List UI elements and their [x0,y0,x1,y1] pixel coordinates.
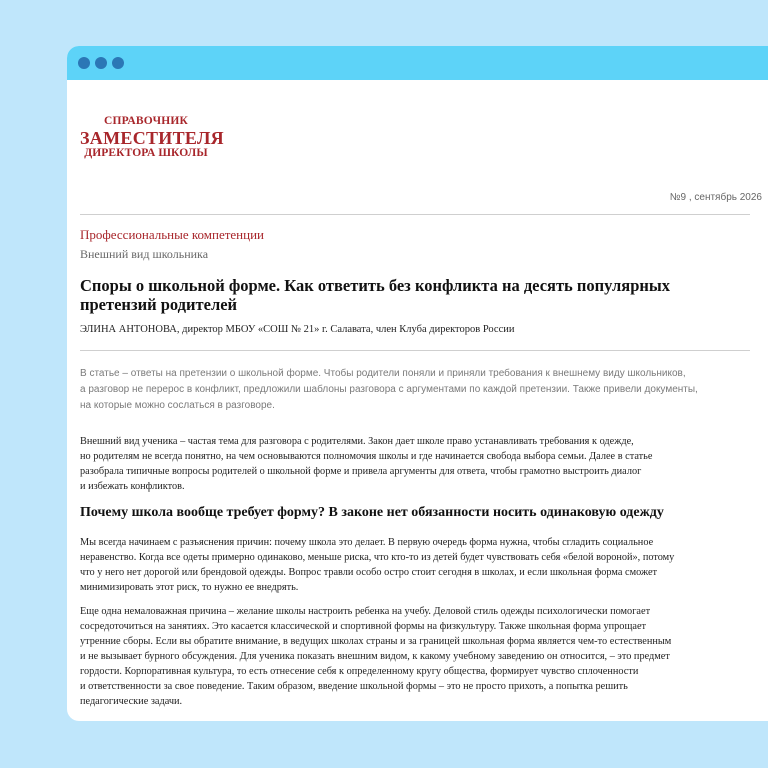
divider [80,350,750,351]
paragraph-line: и не вызывает бурного обсуждения. Для ученика показать внешним видом, к какому учебному заведению он относится, – это предмет [80,651,670,662]
paragraph-line: минимизировать этот риск, то нужно ее внедрять. [80,582,299,593]
article-page [80,80,762,721]
paragraph-line: что у него нет дорогой или брендовой одежды. Вопрос травли особо остро стоит сегодня в школах, и если школьная форма сможет [80,567,658,578]
section-heading: Почему школа вообще требует форму? В законе нет обязанности носить одинаковую одежду [80,505,664,520]
lead-line: а разговор не перерос в конфликт, предложили шаблоны разговора с аргументами по каждой претензии. Также привели документы, [80,384,698,395]
divider [80,214,750,215]
window-dot-icon[interactable] [78,57,90,69]
paragraph-line: и ответственности за свое поведение. Таким образом, введение школьной формы – это не просто прихоть, а попытка решить [80,681,628,692]
body-paragraph [80,535,760,595]
paragraph-line: сосредоточиться на занятиях. Это касается классической и спортивной формы на физкультуру. Также школьная форма упрощает [80,621,647,632]
paragraph-line: неравенство. Когда все одеты примерно одинаково, меньше риска, что кто-то из детей будет чувствовать себя «белой вороной», потому [80,552,675,563]
browser-window [67,46,768,721]
article-author: ЭЛИНА АНТОНОВА, директор МБОУ «СОШ № 21» г. Салавата, член Клуба директоров России [80,324,515,335]
section-label[interactable]: Профессиональные компетенции [80,227,265,242]
issue-info: №9 , сентябрь 2026 [669,192,762,203]
title-line: претензий родителей [80,295,238,314]
title-line: Споры о школьной форме. Как ответить без конфликта на десять популярных [80,276,671,295]
logo-line: ЗАМЕСТИТЕЛЯ [80,127,224,148]
logo-line: СПРАВОЧНИК [103,115,189,127]
magazine-logo [80,115,224,159]
paragraph-line: но родителям не всегда понятно, на чем основываются полномочия школы и где начинается свобода выбора семьи. Далее в статье [80,451,653,462]
subsection-label: Внешний вид школьника [80,247,209,261]
article-lead [80,366,755,414]
paragraph-line: Внешний вид ученика – частая тема для разговора с родителями. Закон дает школе право устанавливать требования к одежде, [80,436,634,447]
article-title [80,276,760,314]
lead-line: на которые можно сослаться в разговоре. [80,400,275,411]
paragraph-line: педагогические задачи. [80,696,183,707]
logo-line: ДИРЕКТОРА ШКОЛЫ [84,146,208,159]
paragraph-line: утренние сборы. Если вы обратите внимание, в ведущих школах страны и за границей школьная форма является чем-то естественным [80,636,672,647]
window-dot-icon[interactable] [112,57,124,69]
paragraph-line: Еще одна немаловажная причина – желание школы настроить ребенка на учебу. Деловой стиль одежды психологически помогает [80,606,651,617]
lead-line: В статье – ответы на претензии о школьной форме. Чтобы родители поняли и приняли требования к внешнему виду школьников, [80,368,686,379]
paragraph-line: и избежать конфликтов. [80,481,185,492]
paragraph-line: Мы всегда начинаем с разъяснения причин: почему школа это делает. В первую очередь форма нужна, чтобы сгладить социальное [80,537,654,548]
intro-paragraph [80,434,760,494]
paragraph-line: разобрала типичные вопросы родителей о школьной форме и привела аргументы для ответа, чтобы грамотно выстроить диалог [80,466,642,477]
paragraph-line: гордости. Корпоративная культура, то есть отнесение себя к определенному кругу общества, формирует чувство сплоченности [80,666,639,677]
body-paragraph [80,604,760,709]
window-titlebar [67,46,768,80]
window-dot-icon[interactable] [95,57,107,69]
